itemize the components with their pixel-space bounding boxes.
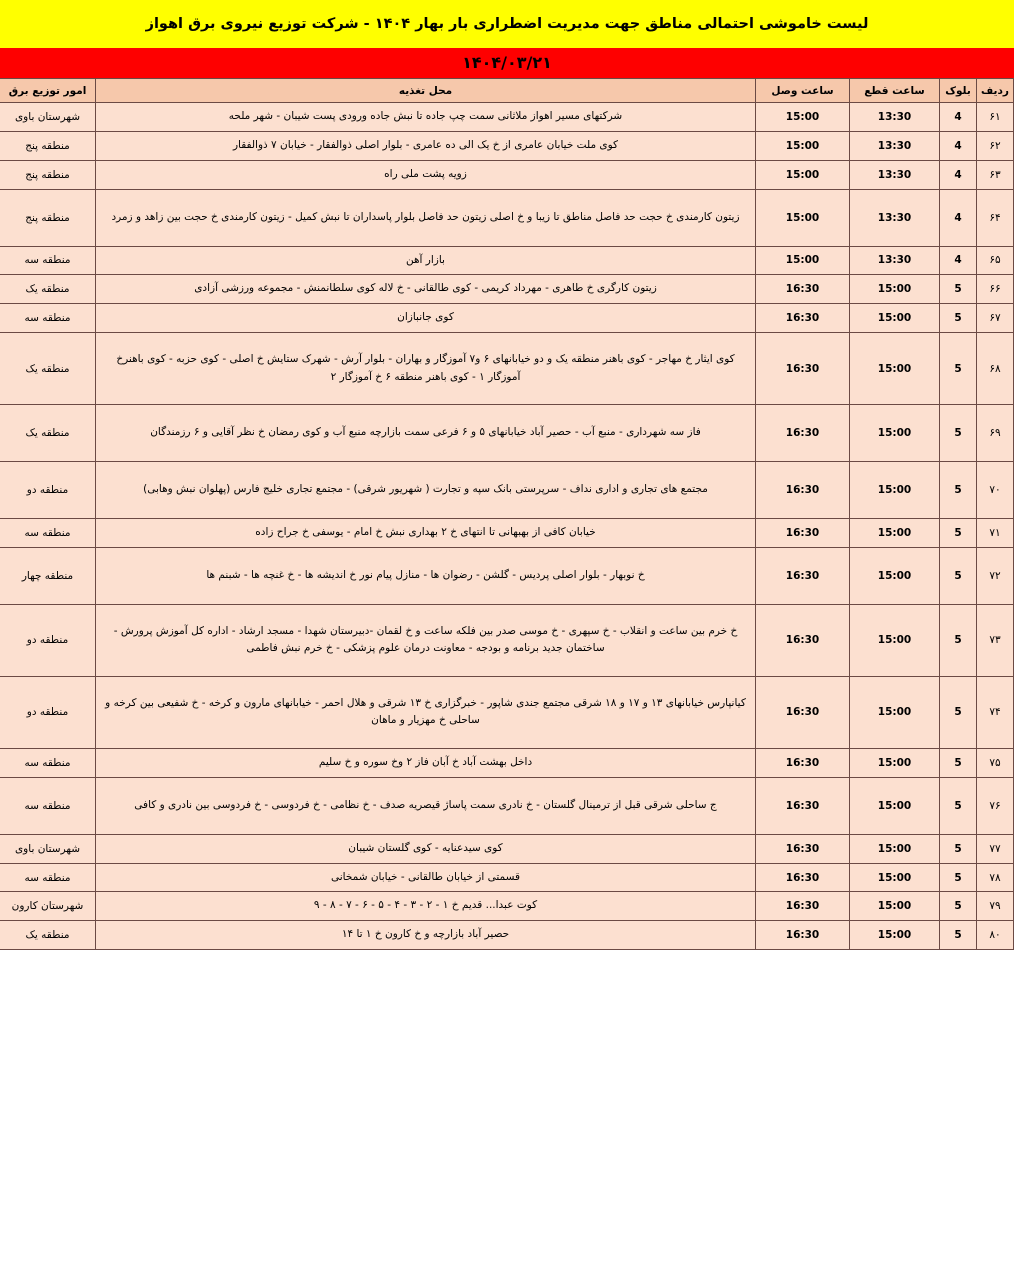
cell-block: 5 [940,547,977,604]
cell-cut-time: 13:30 [850,131,940,160]
cell-on-time: 16:30 [756,892,850,921]
cell-omur: منطقه سه [0,863,96,892]
cell-place: زویه پشت ملی راه [96,160,756,189]
cell-radif: ۷۲ [977,547,1014,604]
table-row [0,189,1014,246]
table-row [0,863,1014,892]
table-row [0,676,1014,748]
cell-block: 5 [940,863,977,892]
cell-cut-time: 15:00 [850,405,940,462]
cell-omur: منطقه چهار [0,547,96,604]
cell-cut-time: 15:00 [850,547,940,604]
cell-place: خ خرم بین ساعت و انقلاب - خ سپهری - خ موسی صدر بین فلکه ساعت و خ لقمان -دبیرستان شهدا - مسجد ارشاد - اداره کل آموزش پرورش - ساختمان جدید برنامه و بودجه - معاونت درمان علوم پزشکی - خ خرم نبش فاطمی [96,604,756,676]
cell-on-time: 16:30 [756,405,850,462]
cell-block: 5 [940,462,977,519]
cell-block: 4 [940,189,977,246]
cell-cut-time: 15:00 [850,863,940,892]
cell-place: مجتمع های تجاری و اداری نداف - سرپرستی بانک سپه و تجارت ( شهریور شرقی) - مجتمع تجاری خلیج فارس (پهلوان نبش وهابی) [96,462,756,519]
cell-cut-time: 13:30 [850,246,940,275]
column-header-cut-time: ساعت قطع [850,79,940,103]
schedule-date: ۱۴۰۴/۰۳/۲۱ [0,48,1014,78]
cell-cut-time: 15:00 [850,921,940,950]
cell-radif: ۶۷ [977,304,1014,333]
cell-block: 4 [940,131,977,160]
cell-radif: ۶۴ [977,189,1014,246]
cell-radif: ۷۵ [977,748,1014,777]
column-header-on-time: ساعت وصل [756,79,850,103]
column-header-place: محل تغذیه [96,79,756,103]
cell-on-time: 16:30 [756,748,850,777]
table-row [0,246,1014,275]
cell-omur: شهرستان کارون [0,892,96,921]
cell-on-time: 16:30 [756,275,850,304]
cell-omur: شهرستان باوی [0,103,96,132]
cell-on-time: 16:30 [756,519,850,548]
cell-cut-time: 15:00 [850,777,940,834]
cell-radif: ۶۱ [977,103,1014,132]
cell-radif: ۷۹ [977,892,1014,921]
cell-radif: ۷۴ [977,676,1014,748]
cell-on-time: 15:00 [756,160,850,189]
cell-omur: منطقه سه [0,777,96,834]
column-header-omur: امور توزیع برق [0,79,96,103]
column-header-block: بلوک [940,79,977,103]
cell-cut-time: 15:00 [850,304,940,333]
cell-block: 5 [940,892,977,921]
cell-place: حصیر آباد بازارچه و خ کارون خ ۱ تا ۱۴ [96,921,756,950]
cell-block: 4 [940,246,977,275]
cell-radif: ۶۶ [977,275,1014,304]
cell-omur: منطقه سه [0,519,96,548]
cell-on-time: 15:00 [756,131,850,160]
table-row [0,921,1014,950]
cell-on-time: 16:30 [756,863,850,892]
cell-omur: منطقه دو [0,462,96,519]
cell-block: 5 [940,921,977,950]
table-body [0,103,1014,950]
table-row [0,892,1014,921]
cell-cut-time: 15:00 [850,834,940,863]
cell-place: ج ساحلی شرقی قبل از ترمینال گلستان - خ نادری سمت پاساژ قیصریه صدف - خ نظامی - خ فردوسی - خ فردوسی بین نادری و کافی [96,777,756,834]
cell-cut-time: 15:00 [850,333,940,405]
table-row [0,405,1014,462]
cell-cut-time: 15:00 [850,462,940,519]
table-row [0,160,1014,189]
cell-radif: ۶۹ [977,405,1014,462]
cell-place: کوی ملت خیابان عامری از خ یک الی ده عامری - بلوار اصلی ذوالفقار - خیابان ۷ ذوالفقار [96,131,756,160]
cell-radif: ۶۸ [977,333,1014,405]
cell-omur: منطقه دو [0,604,96,676]
cell-radif: ۷۷ [977,834,1014,863]
cell-cut-time: 13:30 [850,160,940,189]
cell-place: کوی ایثار خ مهاجر - کوی باهنر منطقه یک و دو خیابانهای ۶ و۷ آموزگار و بهاران - بلوار آرش - شهرک ستایش خ اصلی - کوی حزبه - کوی باهنرخ آموزگار ۱ - کوی باهنر منطقه ۶ خ آموزگار ۲ [96,333,756,405]
cell-block: 5 [940,834,977,863]
table-header [0,79,1014,103]
cell-cut-time: 15:00 [850,604,940,676]
cell-on-time: 16:30 [756,777,850,834]
cell-omur: منطقه پنج [0,131,96,160]
cell-on-time: 15:00 [756,189,850,246]
cell-radif: ۷۶ [977,777,1014,834]
cell-radif: ۶۵ [977,246,1014,275]
table-row [0,748,1014,777]
cell-omur: منطقه یک [0,333,96,405]
cell-place: خ نوبهار - بلوار اصلی پردیس - گلشن - رضوان ها - منازل پیام نور خ اندیشه ها - خ غنچه ها - شبنم ها [96,547,756,604]
table-row [0,777,1014,834]
cell-on-time: 16:30 [756,834,850,863]
table-row [0,333,1014,405]
cell-on-time: 16:30 [756,604,850,676]
table-row [0,131,1014,160]
cell-place: قسمتی از خیابان طالقانی - خیابان شمخانی [96,863,756,892]
cell-cut-time: 15:00 [850,519,940,548]
outage-table [0,78,1014,950]
cell-cut-time: 15:00 [850,748,940,777]
cell-radif: ۸۰ [977,921,1014,950]
cell-block: 5 [940,748,977,777]
cell-on-time: 16:30 [756,333,850,405]
cell-omur: منطقه سه [0,246,96,275]
cell-omur: شهرستان باوی [0,834,96,863]
cell-omur: منطقه پنج [0,160,96,189]
cell-cut-time: 15:00 [850,676,940,748]
cell-omur: منطقه سه [0,748,96,777]
cell-place: کیانپارس خیابانهای ۱۳ و ۱۷ و ۱۸ شرقی مجتمع جندی شاپور - خبرگزاری خ ۱۳ شرقی و هلال احمر - خیابانهای مارون و کرخه - خ شفیعی بین کرخه و ساحلی خ مهزیار و ماهان [96,676,756,748]
cell-place: خیابان کافی از بهبهانی تا انتهای خ ۲ بهداری نبش خ امام - یوسفی خ جراح زاده [96,519,756,548]
table-row [0,275,1014,304]
cell-on-time: 16:30 [756,462,850,519]
cell-on-time: 15:00 [756,246,850,275]
cell-on-time: 16:30 [756,676,850,748]
cell-radif: ۷۰ [977,462,1014,519]
cell-block: 5 [940,604,977,676]
cell-omur: منطقه پنج [0,189,96,246]
table-row [0,462,1014,519]
cell-block: 5 [940,333,977,405]
table-row [0,103,1014,132]
cell-cut-time: 15:00 [850,892,940,921]
cell-on-time: 16:30 [756,547,850,604]
cell-omur: منطقه دو [0,676,96,748]
cell-on-time: 15:00 [756,103,850,132]
cell-on-time: 16:30 [756,304,850,333]
cell-block: 5 [940,275,977,304]
cell-radif: ۷۱ [977,519,1014,548]
cell-place: زیتون کارمندی خ حجت حد فاصل مناطق تا زیبا و خ اصلی زیتون حد فاصل بلوار پاسداران تا نبش کمیل - زیتون کارمندی خ حجت بین زاهد و زمرد [96,189,756,246]
cell-place: شرکتهای مسیر اهواز ملاثانی سمت چپ جاده تا نبش جاده ورودی پست شیبان - شهر ملحه [96,103,756,132]
cell-block: 5 [940,304,977,333]
table-row [0,547,1014,604]
cell-block: 5 [940,519,977,548]
cell-block: 4 [940,103,977,132]
cell-block: 5 [940,405,977,462]
cell-radif: ۶۲ [977,131,1014,160]
cell-omur: منطقه یک [0,405,96,462]
cell-place: داخل بهشت آباد خ آبان فاز ۲ وخ سوره و خ سلیم [96,748,756,777]
cell-place: فاز سه شهرداری - منبع آب - حصیر آباد خیابانهای ۵ و ۶ فرعی سمت بازارچه منبع آب و کوی رمضان خ نظر آقایی و ۶ رزمندگان [96,405,756,462]
page-title: لیست خاموشی احتمالی مناطق جهت مدیریت اضطراری بار بهار ۱۴۰۴ - شرکت توزیع نیروی برق اهواز [0,0,1014,48]
cell-cut-time: 13:30 [850,103,940,132]
cell-block: 5 [940,676,977,748]
cell-on-time: 16:30 [756,921,850,950]
cell-place: کوت عبدا... قدیم خ ۱ - ۲ - ۳ - ۴ - ۵ - ۶ - ۷ - ۸ - ۹ [96,892,756,921]
cell-block: 4 [940,160,977,189]
cell-place: کوی سیدعنایه - کوی گلستان شیبان [96,834,756,863]
cell-place: زیتون کارگری خ طاهری - مهرداد کریمی - کوی طالقانی - خ لاله کوی سلطانمنش - مجموعه ورزشی آزادی [96,275,756,304]
cell-omur: منطقه یک [0,275,96,304]
cell-omur: منطقه سه [0,304,96,333]
cell-place: بازار آهن [96,246,756,275]
cell-radif: ۷۳ [977,604,1014,676]
cell-omur: منطقه یک [0,921,96,950]
table-row [0,519,1014,548]
cell-block: 5 [940,777,977,834]
table-row [0,304,1014,333]
cell-radif: ۷۸ [977,863,1014,892]
cell-cut-time: 13:30 [850,189,940,246]
cell-cut-time: 15:00 [850,275,940,304]
table-row [0,604,1014,676]
cell-place: کوی جانبازان [96,304,756,333]
column-header-radif: ردیف [977,79,1014,103]
cell-radif: ۶۳ [977,160,1014,189]
table-header-row [0,79,1014,103]
table-row [0,834,1014,863]
